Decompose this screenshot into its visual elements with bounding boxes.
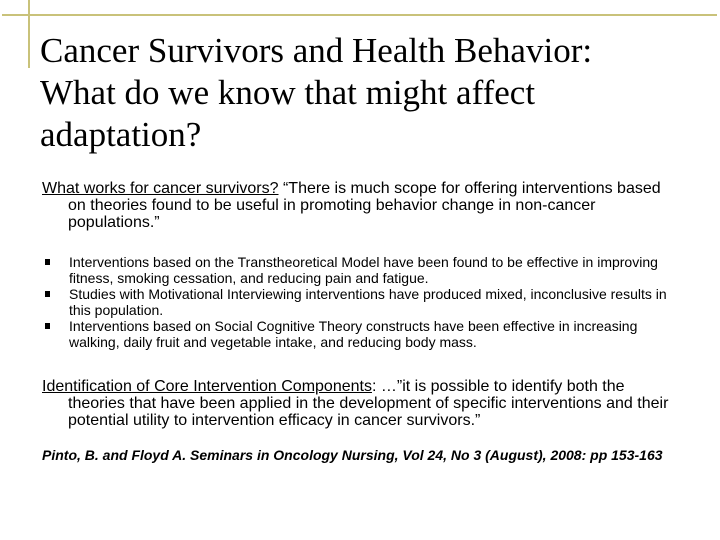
square-bullet-icon <box>45 259 50 265</box>
decorative-horizontal-line <box>2 14 717 16</box>
what-works-heading: What works for cancer survivors? <box>42 180 279 197</box>
bullet-text: Interventions based on Social Cognitive Theory constructs have been effective in increasing walking, daily fruit and vegetable intake, and reducing body mass. <box>69 318 638 350</box>
what-works-quote: “There is much scope for offering interventions based on theories found to be useful in promoting behavior change in non-cancer populations.” <box>68 180 661 231</box>
core-components-paragraph <box>42 378 682 429</box>
core-components-heading: Identification of Core Intervention Components <box>42 378 372 395</box>
square-bullet-icon <box>45 291 50 297</box>
citation: Pinto, B. and Floyd A. Seminars in Oncology Nursing, Vol 24, No 3 (August), 2008: pp 153-163 <box>42 447 663 463</box>
core-components-quote: : …”it is possible to identify both the theories that have been applied in the development of specific interventions and their potential utility to intervention efficacy in cancer survivors.” <box>68 378 669 429</box>
decorative-vertical-line <box>28 0 30 68</box>
list-item <box>42 318 682 350</box>
bullet-text: Studies with Motivational Interviewing interventions have produced mixed, inconclusive results in this population. <box>69 286 667 318</box>
findings-list <box>42 254 682 350</box>
bullet-text: Interventions based on the Transtheoretical Model have been found to be effective in improving fitness, smoking cessation, and reducing pain and fatigue. <box>69 254 658 286</box>
list-item <box>42 286 682 318</box>
list-item <box>42 254 682 286</box>
what-works-paragraph <box>42 180 682 231</box>
slide-title: Cancer Survivors and Health Behavior: What do we know that might affect adaptation? <box>40 31 593 154</box>
square-bullet-icon <box>45 323 50 329</box>
